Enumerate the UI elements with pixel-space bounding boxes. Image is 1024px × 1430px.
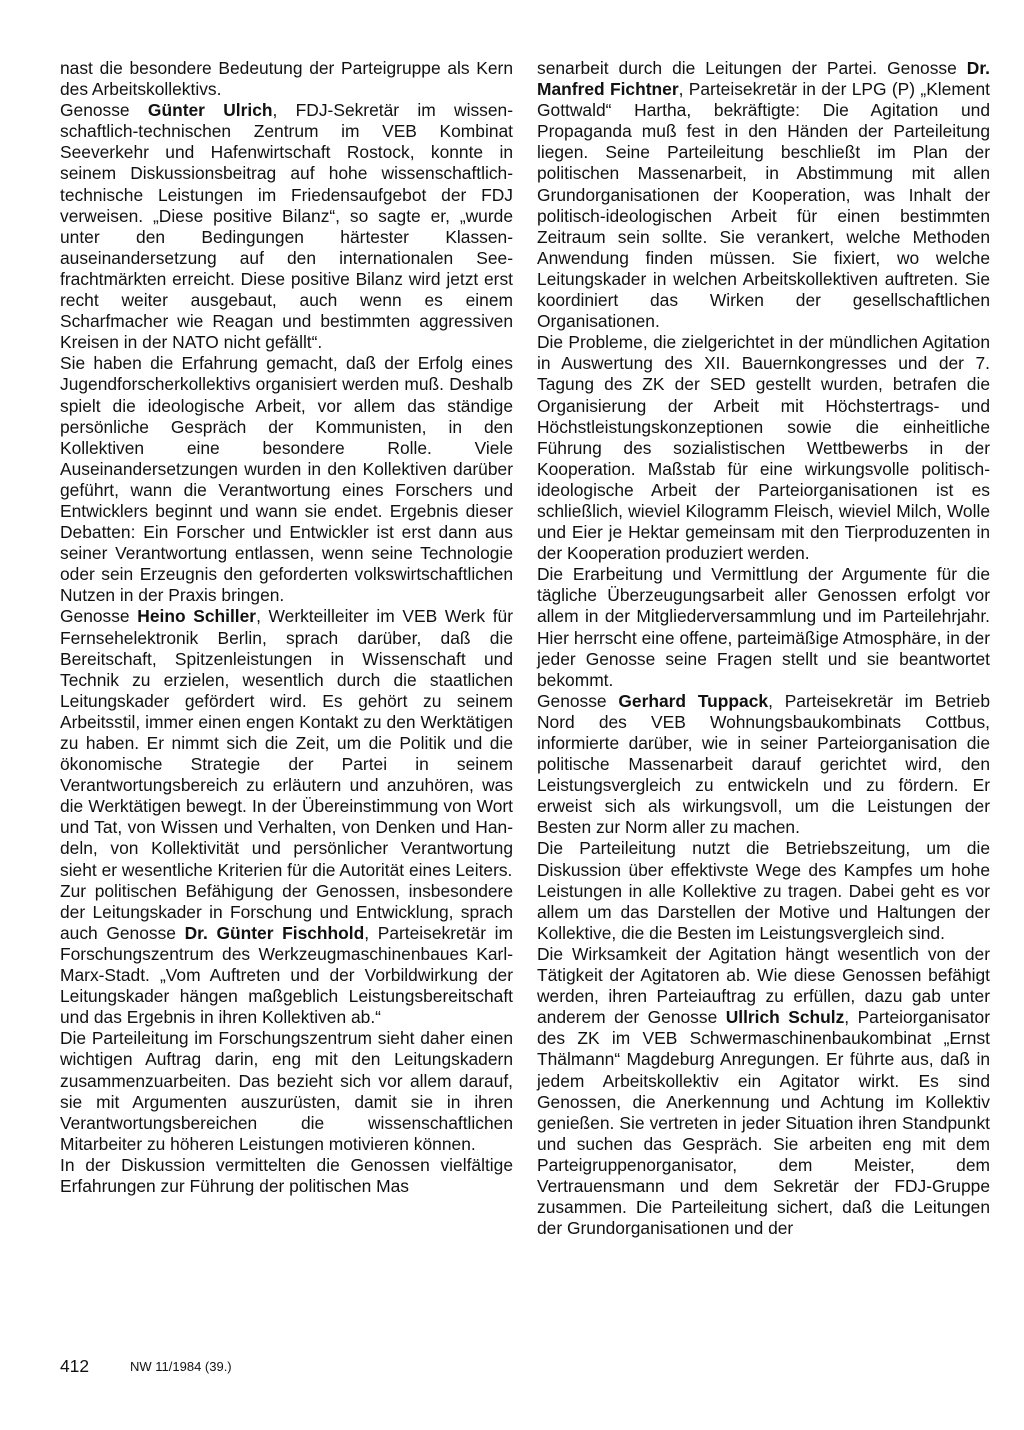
text-run: nast die besondere Bedeutung der Parteigruppe als Kern des Arbeitskollektivs. xyxy=(60,58,513,100)
person-name: Dr. Günter Fischhold xyxy=(184,922,365,943)
text-run: Zur politischen Befähigung der Genossen, insbesondere der Leitungskader in Forschung und Entwicklung, sprach auch Genosse xyxy=(60,880,513,943)
person-name: Ullrich Schulz xyxy=(725,1007,845,1028)
issue-reference: NW 11/1984 (39.) xyxy=(130,1359,232,1374)
person-name: Dr. Manfred Fichtner xyxy=(537,58,990,100)
text-run: Genosse xyxy=(60,100,148,121)
paragraph xyxy=(60,1028,513,1155)
text-run: Genosse xyxy=(537,690,619,711)
paragraph xyxy=(60,353,513,606)
text-run: , Werkteilleiter im VEB Werk für Fernsehelektronik Berlin, sprach darüber, daß die Bereitschaft, Spitzenleistungen in Wissenschaft und Technik zu erzielen, wesentlich durch die staatlichen Leitungskader gefördert wird. Es gehört zu seinem Arbeitsstil, immer einen engen Kontakt zu den Werktätigen zu haben. Er nimmt sich die Zeit, um die Politik und die ökonomische Strategie der Partei in seinem Verantwortungsbereich zu erläutern und anzuhören, was die Werktätigen bewegt. In der Übereinstimmung von Wort und Tat, von Wissen und Verhalten, von Denken und Handeln, von Kollektivität und persönlicher Verantwortung sieht er wesentliche Kriterien für die Autorität eines Leiters. xyxy=(60,606,514,880)
text-run: , Parteisekretär im Betrieb Nord des VEB Wohnungsbaukombinats Cottbus, informierte darüber, wie in seiner Parteiorganisation die politische Massenarbeit darauf gerichtet wird, den Leistungsvergleich zu entwickeln und zu fördern. Er erweist sich als wirkungsvoll, um die Leistungen der Besten zur Norm aller zu machen. xyxy=(537,690,991,838)
person-name: Gerhard Tuppack xyxy=(618,690,769,711)
text-run: Die Parteileitung nutzt die Betriebszeitung, um die Diskussion über effektivste Wege des Kampfes um hohe Leistungen in alle Kollektive zu tragen. Dabei geht es vor allem um das Darstellen der Motive und Haltungen der Kollektive, die die Besten im Leistungsvergleich sind. xyxy=(537,838,990,943)
text-run: Die Wirksamkeit der Agitation hängt wesentlich von der Tätigkeit der Agitatoren ab. Wie diese Genossen befähigt werden, ihren Parteiauftrag zu erfüllen, dazu gab unter anderem der Genosse xyxy=(537,943,990,1028)
text-run: , Parteisekretär in der LPG (P) „Klement Gottwald“ Hartha, bekräftigte: Die Agitation und Propaganda muß fest in den Händen der Parteileitung liegen. Seine Parteileitung beschließt im Plan der politischen Massenarbeit, in Abstimmung mit allen Grundorganisationen der Kooperation, was Inhalt der politisch-ideologischen Arbeit für einen bestimmten Zeitraum sein sollte. Sie verankert, welche Methoden Anwendung finden müssen. Sie fixiert, wo welche Leitungskader in welchen Arbeitskollektiven auftreten. Sie koordiniert das Wirken der gesellschaftlichen Organisationen. xyxy=(537,79,990,332)
page-number: 412 xyxy=(60,1356,90,1376)
text-run: , FDJ-Sekretär im wissenschaftlich-technischen Zentrum im VEB Kombinat Seeverkehr und Hafenwirtschaft Rostock, konnte in seinem Diskussionsbeitrag auf hohe wissenschaftlich-technische Leistungen im Friedensaufgebot der FDJ verweisen. „Diese positive Bilanz“, so sagte er, „wurde unter den Bedingungen härtester Klassenauseinandersetzung auf den internationalen Seefrachtmärkten erreicht. Diese positive Bilanz wird jetzt erst recht weiter ausgebaut, auch wenn es einem Scharfmacher wie Reagan und bestimmten aggressiven Kreisen in der NATO nicht gefällt“. xyxy=(60,100,513,353)
text-run: senarbeit durch die Leitungen der Partei. Genosse xyxy=(537,58,967,78)
person-name: Heino Schiller xyxy=(137,606,257,627)
paragraph xyxy=(537,332,990,564)
text-run: Die Erarbeitung und Vermittlung der Argumente für die tägliche Überzeugungsarbeit aller Genossen erfolgt vor allem in der Mitgliederversammlung und im Parteilehrjahr. Hier herrscht eine offene, parteimäßige Atmosphäre, in der jeder Genosse seine Fragen stellt und sie beantwortet bekommt. xyxy=(537,564,990,690)
left-column xyxy=(60,58,513,1197)
text-run: , Parteiorganisator des ZK im VEB Schwermaschinenbaukombinat „Ernst Thälmann“ Magdeburg Anregungen. Er führte aus, daß in jedem Arbeitskollektiv ein Agitator wirkt. Es sind Genossen, die Anerkennung und Achtung im Kollektiv genießen. Sie vertreten in jeder Situation ihren Standpunkt und suchen das Gespräch. Sie arbeiten eng mit dem Parteigruppenorganisator, dem Meister, dem Vertrauensmann und dem Sekretär der FDJ-Gruppe zusammen. Die Parteileitung sichert, daß die Leitungen der Grundorganisationen und der xyxy=(537,1007,990,1239)
paragraph xyxy=(537,564,990,691)
text-run: Die Probleme, die zielgerichtet in der mündlichen Agitation in Auswertung des XII. Bauernkongresses und der 7. Tagung des ZK der SED gestellt wurden, betrafen die Organisierung der Arbeit mit Höchstertrags- und Höchstleistungskonzeptionen sowie die einheitliche Führung des sozialistischen Wettbewerbs in der Kooperation. Maßstab für eine wirkungsvolle politisch-ideologische Arbeit der Parteiorganisationen ist es schließlich, wieviel Kilogramm Fleisch, wieviel Milch, Wolle und Eier je Hektar gemeinsam mit den Tierproduzenten in der Kooperation produziert werden. xyxy=(537,332,990,564)
person-name: Günter Ulrich xyxy=(147,100,273,121)
paragraph xyxy=(60,606,513,880)
paragraph xyxy=(537,838,990,943)
right-column xyxy=(537,58,990,1239)
text-run: Sie haben die Erfahrung gemacht, daß der Erfolg eines Jugendforscherkollektivs organisiert werden muß. Deshalb spielt die ideologische Arbeit, vor allem das ständige persönliche Gespräch der Kommunisten, in den Kollektiven eine besondere Rolle. Viele Auseinandersetzungen wurden in den Kollektiven darüber geführt, wann die Verantwortung eines Forschers und Entwicklers beginnt und wann sie endet. Ergebnis dieser Debatten: Ein Forscher und Entwickler ist erst dann aus seiner Verantwortung entlassen, wenn seine Technologie oder sein Erzeugnis den geforderten volkswirtschaftlichen Nutzen in der Praxis bringen. xyxy=(60,353,513,606)
paragraph xyxy=(537,58,990,332)
text-run: , Parteisekretär im Forschungszentrum des Werkzeugmaschinenbaues Karl-Marx-Stadt. „Vom Auftreten und der Vorbildwirkung der Leitungskader hängen maßgeblich Leistungsbereitschaft und das Ergebnis in ihren Kollektiven ab.“ xyxy=(60,922,513,1028)
paragraph xyxy=(60,58,513,100)
text-run: Genosse xyxy=(60,606,138,627)
paragraph xyxy=(537,691,990,839)
text-run: Die Parteileitung im Forschungszentrum sieht daher einen wichtigen Auftrag darin, eng mit den Leitungskadern zusammenzuarbeiten. Das bezieht sich vor allem darauf, sie mit Argumenten auszurüsten, damit sie in ihren Verantwortungsbereichen die wissenschaftlichen Mitarbeiter zu höheren Leistungen motivieren können. xyxy=(60,1028,513,1154)
paragraph xyxy=(60,100,513,353)
paragraph xyxy=(60,1155,513,1197)
text-run: In der Diskussion vermittelten die Genossen vielfältige Erfahrungen zur Führung der politischen Mas xyxy=(60,1154,513,1196)
paragraph xyxy=(60,881,513,1029)
paragraph xyxy=(537,944,990,1239)
